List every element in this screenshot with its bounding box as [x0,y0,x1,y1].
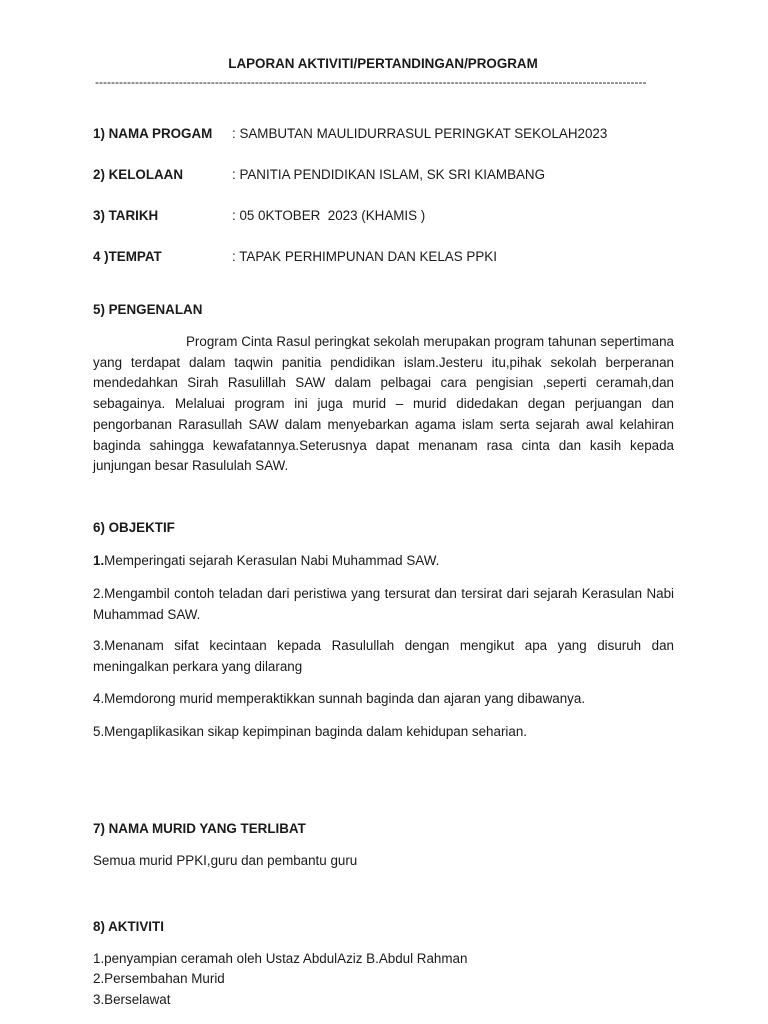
objective-text: Memdorong murid memperaktikkan sunnah baginda dan ajaran yang dibawanya. [104,691,586,706]
objective-number: 2. [93,586,105,601]
field-kelolaan [93,165,673,185]
objective-text: Mengaplikasikan sikap kepimpinan baginda dalam kehidupan seharian. [104,724,527,739]
objective-item [93,689,674,710]
murid-text: Semua murid PPKI,guru dan pembantu guru [93,853,358,868]
aktiviti-item: 1.penyampian ceramah oleh Ustaz AbdulAziz B.Abdul Rahman [93,951,468,966]
objective-text: Mengambil contoh teladan dari peristiwa yang tersurat dan tersirat dari sejarah Kerasulan Nabi Muhammad SAW. [93,586,674,622]
objective-number: 3. [93,638,105,653]
aktiviti-item: 3.Berselawat [93,992,171,1007]
field-value: : TAPAK PERHIMPUNAN DAN KELAS PPKI [232,249,497,264]
objective-item [93,551,674,572]
pengenalan-paragraph [93,332,674,477]
field-value: : PANITIA PENDIDIKAN ISLAM, SK SRI KIAMBANG [232,167,546,182]
field-tarikh [93,206,673,226]
section-heading-pengenalan: 5) PENGENALAN [93,302,203,317]
section-heading-murid: 7) NAMA MURID YANG TERLIBAT [93,821,306,836]
section-heading-aktiviti: 8) AKTIVITI [93,919,164,934]
field-label: 1) NAMA PROGAM [93,126,213,141]
field-label: 2) KELOLAAN [93,167,184,182]
objective-item [93,636,674,677]
field-value: : SAMBUTAN MAULIDURRASUL PERINGKAT SEKOLAH2023 [232,126,608,141]
title-separator: ------------------------------------------------------------------------------------------------------------------------------------------ [95,76,647,88]
objective-item [93,722,674,743]
report-title: LAPORAN AKTIVITI/PERTANDINGAN/PROGRAM [228,56,538,71]
objective-text: Memperingati sejarah Kerasulan Nabi Muhammad SAW. [104,553,440,568]
pengenalan-text: Program Cinta Rasul peringkat sekolah merupakan program tahunan sepertimana yang terdapat dalam taqwin panitia pendidikan islam.Jesteru itu,pihak sekolah berperanan mendedahkan Sirah Rasulillah SAW dalam pelbagai cara pengisian ,seperti ceramah,dan sebagainya. Melaluai program ini juga murid – murid didedakan degan perjuangan dan pengorbanan Rarasullah SAW dalam menyebarkan agama islam serta sejarah awal kelahiran baginda sahingga kewafatannya.Seterusnya dapat menanam rasa cinta dan kasih kepada junjungan besar Rasululah SAW. [93,334,674,474]
objective-number: 5. [93,724,105,739]
field-label: 4 )TEMPAT [93,249,162,264]
objective-number: 4. [93,691,105,706]
field-value: : 05 0KTOBER 2023 (KHAMIS ) [232,208,426,223]
objective-item [93,584,674,625]
field-nama-program [93,124,673,144]
field-label: 3) TARIKH [93,208,159,223]
objective-text: Menanam sifat kecintaan kepada Rasulullah dengan mengikut apa yang disuruh dan meningalkan perkara yang dilarang [93,638,674,674]
field-tempat [93,247,673,267]
section-heading-objektif: 6) OBJEKTIF [93,520,175,535]
aktiviti-item: 2.Persembahan Murid [93,971,225,986]
objective-number: 1. [93,553,105,568]
